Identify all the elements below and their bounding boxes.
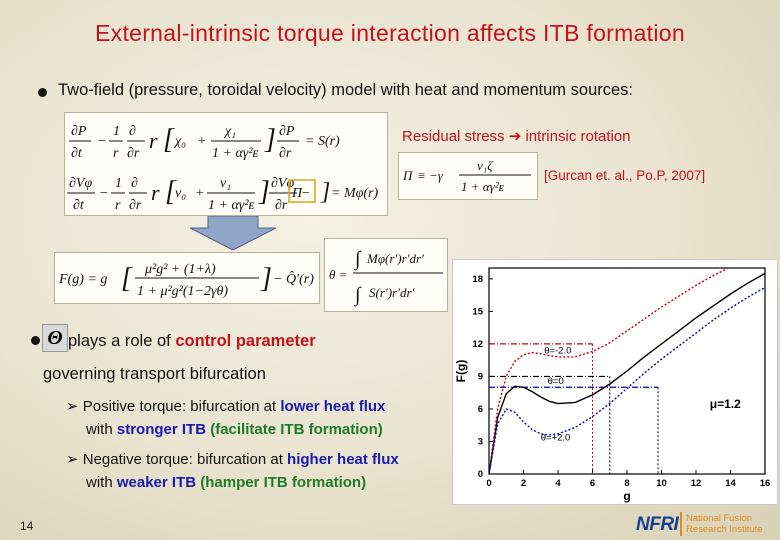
with-text: with xyxy=(86,474,113,491)
svg-text:∫: ∫ xyxy=(355,248,361,270)
bullet-dot xyxy=(31,336,40,345)
logo-divider xyxy=(680,512,682,536)
svg-text:1: 1 xyxy=(115,176,122,191)
bifurcation-chart xyxy=(452,259,778,505)
sub-bullet-positive-line1 xyxy=(66,397,385,415)
series-line xyxy=(489,260,765,474)
svg-text:∂P: ∂P xyxy=(71,124,87,139)
fg-equation xyxy=(54,252,320,304)
svg-text:∂t: ∂t xyxy=(73,198,84,213)
residual-stress-label xyxy=(402,127,631,145)
svg-text:−: − xyxy=(97,134,107,149)
citation: [Gurcan et. al., Po.P, 2007] xyxy=(544,168,706,183)
x-tick-label: 6 xyxy=(589,478,596,489)
svg-text:r: r xyxy=(115,198,121,213)
svg-text:1 + αγ²ᴇ: 1 + αγ²ᴇ xyxy=(208,198,254,213)
svg-text:∂P: ∂P xyxy=(279,124,295,139)
svg-text:χ₁: χ₁ xyxy=(225,124,237,139)
logo-text xyxy=(686,513,763,535)
residual-equation-graphic xyxy=(399,153,537,199)
x-tick-label: 12 xyxy=(690,478,702,489)
chart-svg xyxy=(453,260,777,504)
slide-title: External-intrinsic torque interaction affects ITB formation xyxy=(95,20,685,46)
intrinsic-rotation-text: intrinsic rotation xyxy=(525,128,631,145)
higher-heat-flux-text: higher heat flux xyxy=(287,451,399,468)
theta-symbol-box: Θ xyxy=(42,324,68,352)
svg-text:∂Vφ: ∂Vφ xyxy=(69,176,93,191)
svg-text:∂r: ∂r xyxy=(129,198,142,213)
svg-text:]: ] xyxy=(261,263,272,294)
logo-mark: NFRI xyxy=(636,514,679,535)
logo-line1: National Fusion xyxy=(686,513,753,524)
y-tick-label: 9 xyxy=(477,371,483,383)
theta-equation xyxy=(324,238,448,312)
svg-text:+: + xyxy=(197,134,207,149)
positive-torque-text: Positive torque: bifurcation at xyxy=(82,398,277,415)
stronger-itb-text: stronger ITB xyxy=(116,421,207,438)
y-tick-label: 15 xyxy=(472,306,483,318)
logo-line2: Research Institute xyxy=(686,524,763,535)
svg-text:Π: Π xyxy=(292,186,303,201)
svg-text:μ²g² + (1+λ): μ²g² + (1+λ) xyxy=(145,262,216,277)
svg-text:ν₀: ν₀ xyxy=(175,186,187,201)
svg-text:ν₁: ν₁ xyxy=(220,176,232,191)
svg-text:∂: ∂ xyxy=(131,176,138,191)
svg-text:∂Vφ: ∂Vφ xyxy=(271,176,295,191)
chart-annotation: θ=0 xyxy=(547,376,564,388)
svg-text:1 + μ²g²(1−2γθ): 1 + μ²g²(1−2γθ) xyxy=(137,284,229,299)
nfri-logo xyxy=(636,512,776,538)
x-tick-label: 16 xyxy=(759,478,771,489)
svg-text:= Mφ(r): = Mφ(r) xyxy=(331,186,379,201)
sub-bullet-negative-line2 xyxy=(86,474,366,491)
svg-text:∂r: ∂r xyxy=(275,198,288,213)
svg-text:S(r′)r′dr′: S(r′)r′dr′ xyxy=(369,285,415,300)
svg-text:∂: ∂ xyxy=(129,124,136,139)
svg-text:= S(r): = S(r) xyxy=(305,134,340,149)
y-tick-label: 6 xyxy=(477,403,483,415)
svg-text:θ =: θ = xyxy=(329,267,348,282)
svg-text:χ₀: χ₀ xyxy=(175,134,187,149)
svg-text:−: − xyxy=(301,186,311,201)
control-parameter-text: control parameter xyxy=(175,332,316,350)
svg-text:− Q̂′(r): − Q̂′(r) xyxy=(273,272,314,287)
svg-text:∂r: ∂r xyxy=(279,146,292,161)
svg-text:[: [ xyxy=(165,176,176,207)
series-line xyxy=(489,273,765,474)
y-tick-label: 0 xyxy=(477,469,483,480)
svg-text:+: + xyxy=(195,186,205,201)
svg-text:−: − xyxy=(99,186,109,201)
page-number: 14 xyxy=(20,519,34,533)
residual-stress-equation xyxy=(398,152,538,200)
svg-text:r: r xyxy=(151,180,160,205)
y-tick-label: 12 xyxy=(472,338,483,350)
arrow-right-icon: ➔ xyxy=(508,128,526,145)
svg-text:≡ −γ: ≡ −γ xyxy=(417,168,443,183)
x-tick-label: 4 xyxy=(555,478,561,489)
arrowhead-bullet-icon: ➢ xyxy=(66,451,83,468)
sub-bullet-positive-line2 xyxy=(86,421,383,438)
svg-text:r: r xyxy=(113,146,119,161)
weaker-itb-text: weaker ITB xyxy=(116,474,197,491)
svg-text:∂t: ∂t xyxy=(71,146,82,161)
chart-annotation: θ=-2.0 xyxy=(544,345,572,357)
negative-torque-text: Negative torque: bifurcation at xyxy=(82,451,283,468)
y-tick-label: 18 xyxy=(472,273,483,285)
svg-text:]: ] xyxy=(265,124,276,155)
x-tick-label: 14 xyxy=(725,478,736,489)
svg-text:[: [ xyxy=(121,263,132,294)
bullet-dot xyxy=(38,88,47,97)
with-text: with xyxy=(86,421,113,438)
model-equations xyxy=(64,112,388,216)
svg-text:Π: Π xyxy=(403,168,413,183)
theta-equation-graphic xyxy=(325,239,447,311)
x-tick-label: 0 xyxy=(486,478,492,489)
theta-role-line2: governing transport bifurcation xyxy=(43,365,266,383)
svg-text:Mφ(r′)r′dr′: Mφ(r′)r′dr′ xyxy=(367,251,424,266)
theta-role-line xyxy=(68,332,316,351)
svg-text:F(g) = g: F(g) = g xyxy=(59,272,108,287)
svg-text:∫: ∫ xyxy=(355,284,361,306)
fg-equation-graphic xyxy=(55,253,319,303)
svg-text:r: r xyxy=(149,128,158,153)
svg-text:1 + αγ²ᴇ: 1 + αγ²ᴇ xyxy=(212,146,258,161)
x-tick-label: 10 xyxy=(656,478,667,489)
lower-heat-flux-text: lower heat flux xyxy=(280,398,386,415)
x-axis-label: g xyxy=(623,489,631,503)
chart-annotation: μ=1.2 xyxy=(709,396,741,411)
svg-text:]: ] xyxy=(321,179,331,205)
chart-annotation: θ=+2.0 xyxy=(540,432,571,444)
svg-text:[: [ xyxy=(163,124,174,155)
y-axis-label: F(g) xyxy=(454,359,468,383)
svg-text:1 + αγ²ᴇ: 1 + αγ²ᴇ xyxy=(461,179,504,194)
svg-text:]: ] xyxy=(259,176,270,207)
x-tick-label: 2 xyxy=(520,478,527,489)
facilitate-itb-text: (facilitate ITB formation) xyxy=(210,421,383,438)
svg-text:1: 1 xyxy=(113,124,120,139)
down-arrow-icon xyxy=(190,216,276,250)
svg-text:ν₁ζ: ν₁ζ xyxy=(477,158,493,173)
bullet-model-text: Two-field (pressure, toroidal velocity) model with heat and momentum sources: xyxy=(58,81,633,99)
hamper-itb-text: (hamper ITB formation) xyxy=(200,474,367,491)
series-line xyxy=(489,288,765,474)
y-tick-label: 3 xyxy=(477,436,483,448)
theta-role-text: plays a role of xyxy=(68,332,171,350)
x-tick-label: 8 xyxy=(624,478,630,489)
residual-stress-text: Residual stress xyxy=(402,128,505,145)
equation-graphic xyxy=(65,113,387,215)
sub-bullet-negative-line1 xyxy=(66,450,399,468)
svg-text:∂r: ∂r xyxy=(127,146,140,161)
arrowhead-bullet-icon: ➢ xyxy=(66,398,83,415)
